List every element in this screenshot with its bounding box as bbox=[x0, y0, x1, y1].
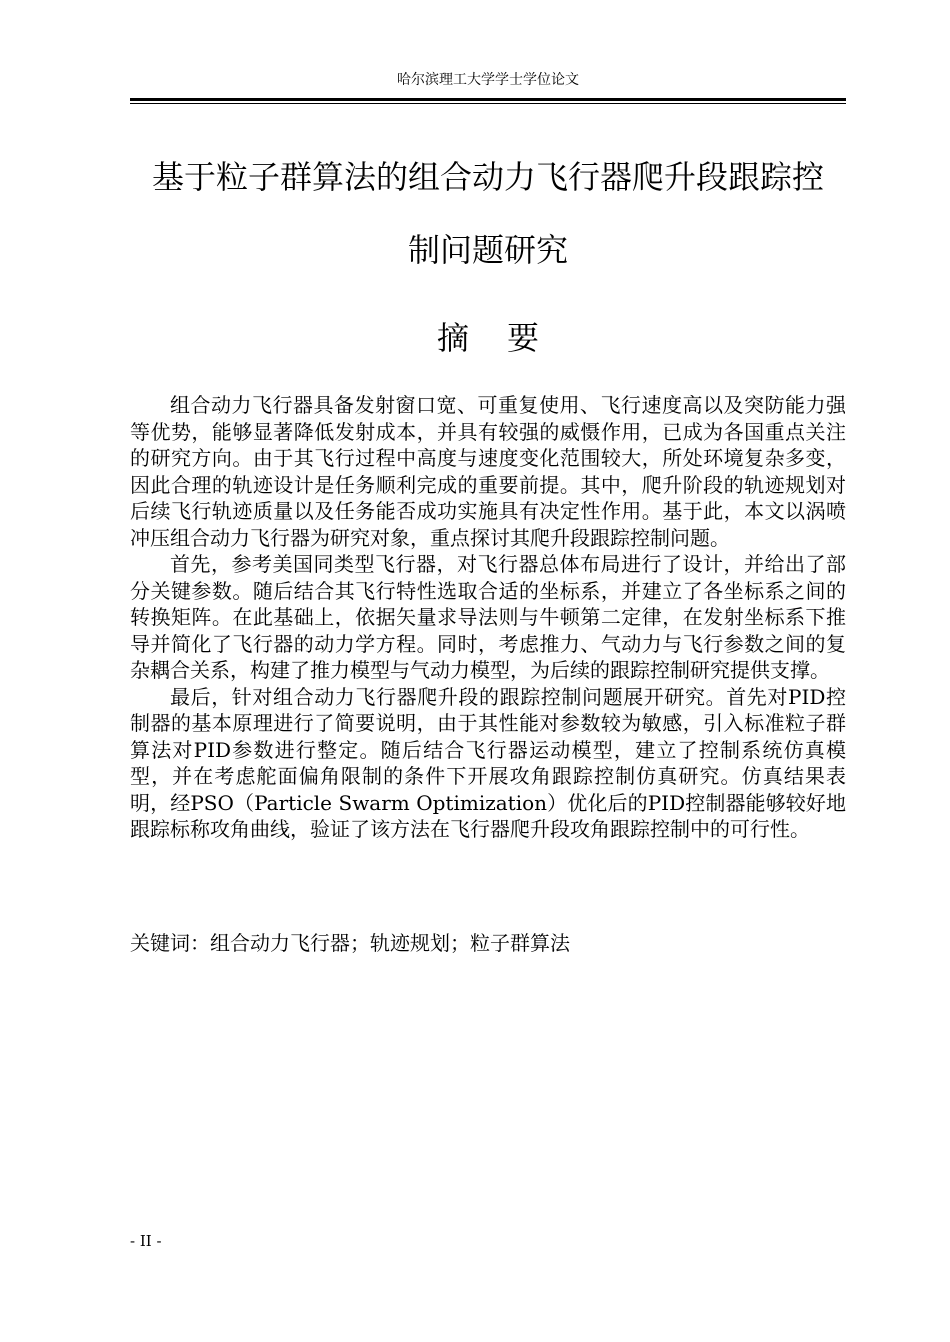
abstract-heading: 摘要 bbox=[436, 319, 577, 357]
keywords-label: 关键词： bbox=[130, 931, 210, 955]
abstract-paragraph-2: 首先，参考美国同类型飞行器，对飞行器总体布局进行了设计，并给出了部分关键参数。随后结合其飞行特性选取合适的坐标系，并建立了各坐标系之间的转换矩阵。在此基础上，依据矢量求导法则与牛顿第二定律，在发射坐标系下推导并简化了飞行器的动力学方程。同时，考虑推力、气动力与飞行参数之间的复杂耦合关系，构建了推力模型与气动力模型，为后续的跟踪控制研究提供支撑。 bbox=[130, 552, 846, 682]
running-header: 哈尔滨理工大学学士学位论文 bbox=[397, 72, 579, 88]
keywords-value: 组合动力飞行器；轨迹规划；粒子群算法 bbox=[210, 931, 570, 955]
header-rule-thin bbox=[130, 103, 846, 104]
thesis-title-line-2: 制问题研究 bbox=[407, 231, 568, 269]
header-rule-thick bbox=[130, 98, 846, 101]
keywords-line bbox=[130, 930, 846, 956]
abstract-paragraph-3: 最后，针对组合动力飞行器爬升段的跟踪控制问题展开研究。首先对PID控制器的基本原理进行了简要说明，由于其性能对参数较为敏感，引入标准粒子群算法对PID参数进行整定。随后结合飞行器运动模型，建立了控制系统仿真模型，并在考虑舵面偏角限制的条件下开展攻角跟踪控制仿真研究。仿真结果表明，经PSO（Particle Swarm Optimization）优化后的PID控制器能够较好地跟踪标称攻角曲线，验证了该方法在飞行器爬升段攻角跟踪控制中的可行性。 bbox=[130, 684, 846, 841]
abstract-paragraph-1: 组合动力飞行器具备发射窗口宽、可重复使用、飞行速度高以及突防能力强等优势，能够显著降低发射成本，并具有较强的威慑作用，已成为各国重点关注的研究方向。由于其飞行过程中高度与速度变化范围较大，所处环境复杂多变，因此合理的轨迹设计是任务顺利完成的重要前提。其中，爬升阶段的轨迹规划对后续飞行轨迹质量以及任务能否成功实施具有决定性作用。基于此，本文以涡喷冲压组合动力飞行器为研究对象，重点探讨其爬升段跟踪控制问题。 bbox=[130, 393, 846, 550]
page-number: - II - bbox=[130, 1232, 162, 1250]
abstract-body bbox=[130, 392, 846, 843]
thesis-title-line-1: 基于粒子群算法的组合动力飞行器爬升段跟踪控 bbox=[151, 158, 824, 196]
